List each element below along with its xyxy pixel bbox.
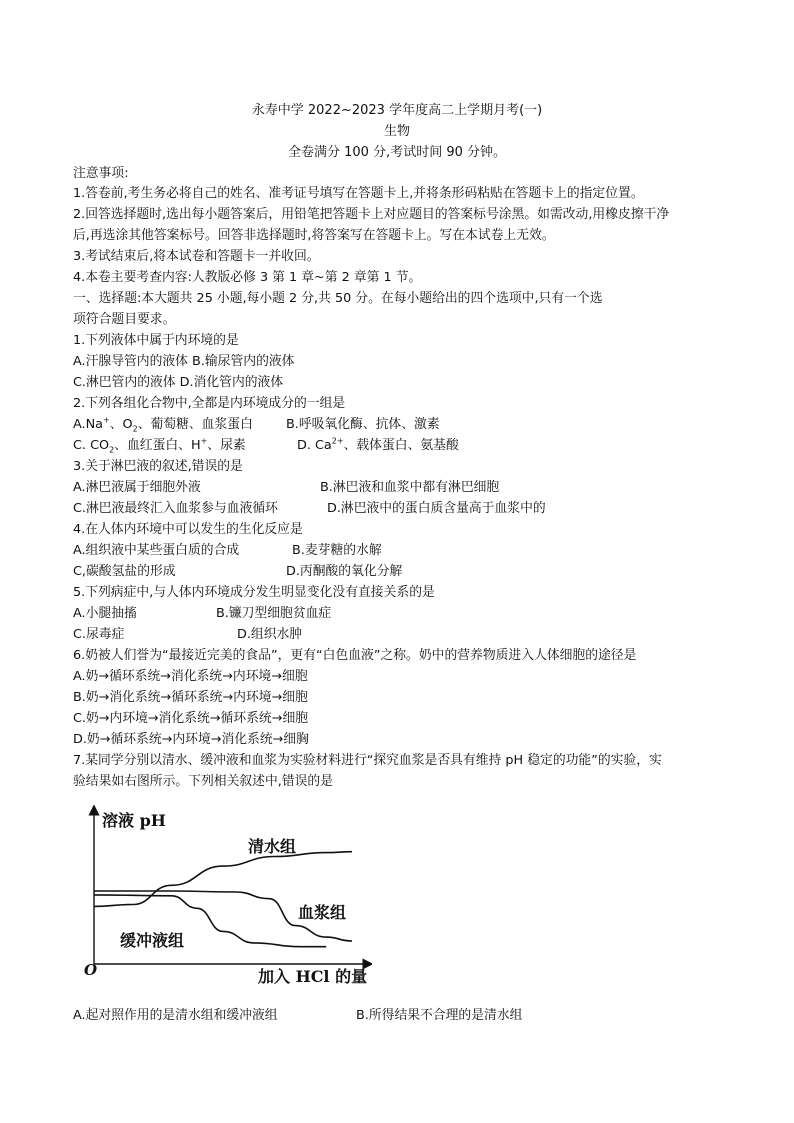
q4-stem: 4.在人体内环境中可以发生的生化反应是: [73, 522, 303, 537]
q3-option-a: A.淋巴液属于细胞外液: [73, 480, 201, 495]
note-1: 1.答卷前,考生务必将自己的姓名、准考证号填写在答题卡上,并将条形码粘贴在答题卡上的指定位置。: [73, 186, 644, 201]
q3-option-d: D.淋巴液中的蛋白质含量高于血浆中的: [327, 501, 546, 516]
note-2-line-2: 后,再选涂其他答案标号。回答非选择题时,将答案写在答题卡上。写在本试卷上无效。: [73, 228, 555, 243]
x-axis-label: 加入 HCl 的量: [258, 967, 368, 986]
q4-option-d: D.丙酮酸的氧化分解: [286, 564, 403, 579]
note-4: 4.本卷主要考查内容:人教版必修 3 第 1 章~第 2 章第 1 节。: [73, 270, 422, 285]
q5-option-d: D.组织水肿: [237, 627, 303, 642]
q2-stem: 2.下列各组化合物中,全都是内环境成分的一组是: [73, 396, 346, 411]
series-label-buffer: 缓冲液组: [120, 931, 185, 950]
q1-stem: 1.下列液体中属于内环境的是: [73, 333, 239, 348]
section-heading-line-1: 一、选择题:本大题共 25 小题,每小题 2 分,共 50 分。在每小题给出的四个选项中,只有一个选: [73, 291, 603, 306]
q7-option-b: B.所得结果不合理的是清水组: [356, 1008, 523, 1023]
exam-title: 永寿中学 2022~2023 学年度高二上学期月考(一): [251, 103, 543, 118]
q1-options-ab: A.汗腺导管内的液体 B.输尿管内的液体: [73, 354, 295, 369]
series-label-water: 清水组: [248, 837, 297, 856]
q6-option-b: B.奶→消化系统→循环系统→内环境→细胞: [73, 690, 308, 705]
y-axis-label: 溶液 pH: [102, 811, 166, 830]
q4-option-a: A.组织液中某些蛋白质的合成: [73, 543, 240, 558]
q3-option-b: B.淋巴液和血浆中都有淋巴细胞: [320, 480, 500, 495]
ph-line-chart: [72, 800, 372, 990]
section-heading-line-2: 项符合题目要求。: [73, 312, 176, 327]
series-line-water: [94, 852, 352, 907]
q3-stem: 3.关于淋巴液的叙述,错误的是: [73, 459, 243, 474]
note-3: 3.考试结束后,将本试卷和答题卡一并收回。: [73, 249, 320, 264]
subject-title: 生物: [383, 124, 410, 139]
series-label-plasma: 血浆组: [298, 903, 347, 922]
q5-option-b: B.镰刀型细胞贫血症: [216, 606, 332, 621]
q6-option-a: A.奶→循环系统→消化系统→内环境→细胞: [73, 669, 308, 684]
q6-option-d: D.奶→循环系统→内环境→消化系统→细胸: [73, 732, 309, 747]
note-2-line-1: 2.回答选择题时,选出每小题答案后，用铅笔把答题卡上对应题目的答案标号涂黑。如需改动,用橡皮擦干净: [73, 207, 670, 222]
q7-stem-line-2: 验结果如右图所示。下列相关叙述中,错误的是: [73, 774, 334, 789]
q7-stem-line-1: 7.某同学分别以清水、缓冲液和血浆为实验材料进行“探究血浆是否具有维持 pH 稳定的功能”的实验，实: [73, 753, 662, 768]
origin-label: O: [84, 961, 98, 979]
q6-option-c: C.奶→内环境→消化系统→循环系统→细胞: [73, 711, 309, 726]
q2-option-d: D. $Ca^{2+}$、载体蛋白、氨基酸: [297, 436, 459, 453]
q2-option-c: C. $CO_2$、血红蛋白、H+、尿素: [73, 436, 246, 455]
notes-heading: 注意事项:: [73, 166, 129, 181]
q4-option-b: B.麦芽糖的水解: [292, 543, 382, 558]
score-time-line: 全卷满分 100 分,考试时间 90 分钟。: [287, 145, 507, 160]
q5-option-a: A.小腿抽搐: [73, 606, 137, 621]
q2-option-b: B.呼吸氧化酶、抗体、激素: [286, 417, 440, 432]
q2-option-a: A.Na+、$O_2$、葡萄糖、血浆蛋白: [73, 415, 253, 434]
q7-option-a: A.起对照作用的是清水组和缓冲液组: [73, 1008, 278, 1023]
q6-stem: 6.奶被人们誉为“最接近完美的食品”，更有“白色血液”之称。奶中的营养物质进入人体细胞的途径是: [73, 648, 637, 663]
q1-options-cd: C.淋巴管内的液体 D.消化管内的液体: [73, 375, 284, 390]
q4-option-c: C,碳酸氢盐的形成: [73, 564, 176, 579]
q5-option-c: C.尿毒症: [73, 627, 125, 642]
q3-option-c: C.淋巴液最终汇入血浆参与血液循环: [73, 501, 278, 516]
q5-stem: 5.下列病症中,与人体内环境成分发生明显变化没有直接关系的是: [73, 585, 435, 600]
